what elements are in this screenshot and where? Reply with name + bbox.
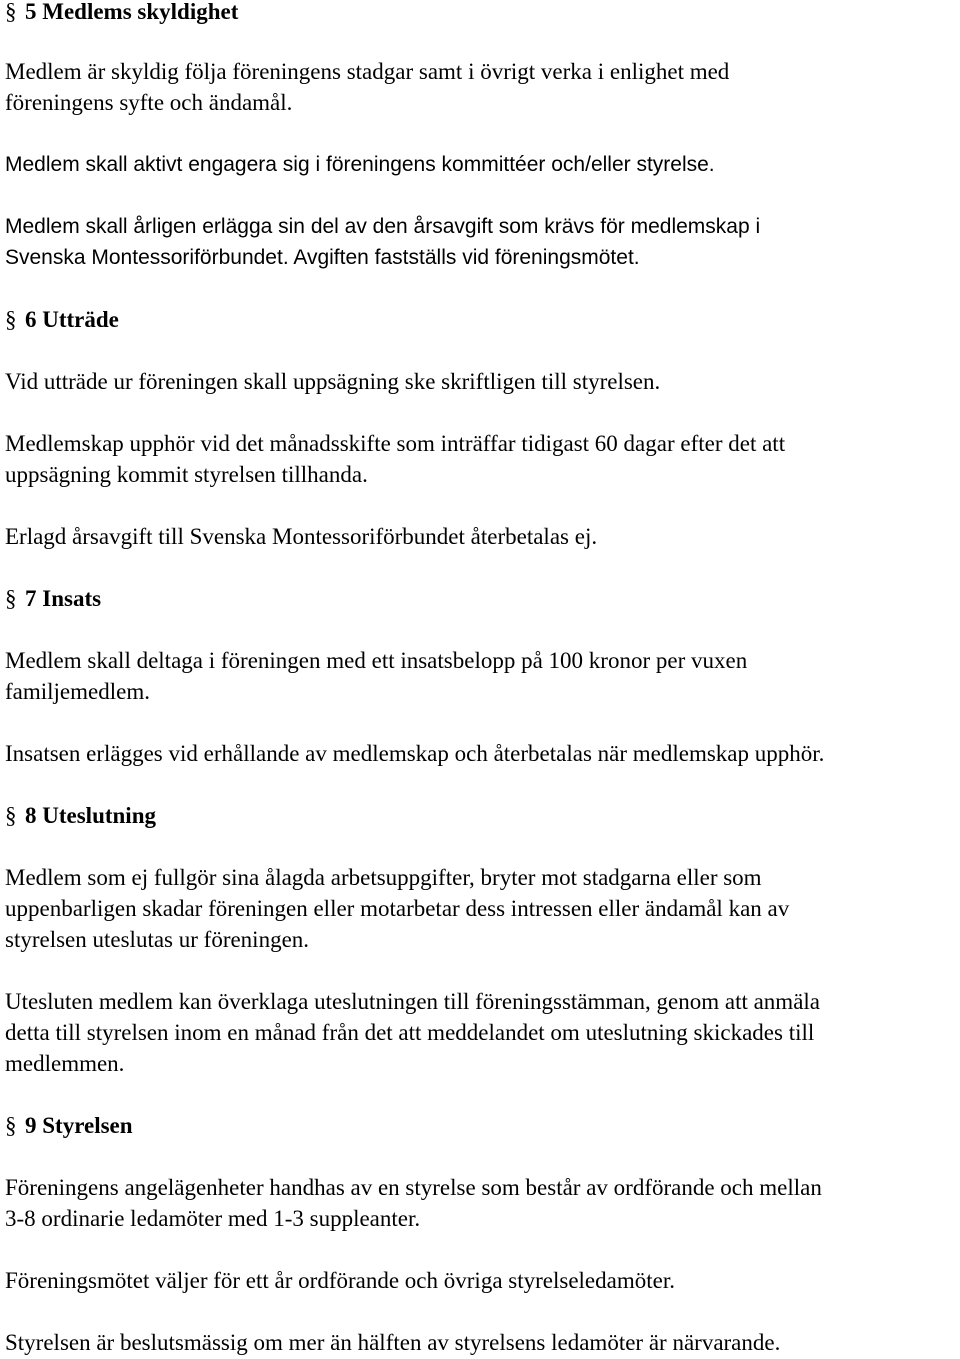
paragraph-line: Erlagd årsavgift till Svenska Montessoriförbundet återbetalas ej. xyxy=(5,524,598,549)
paragraph-line: Medlem skall årligen erlägga sin del av den årsavgift som krävs för medlemskap i xyxy=(5,215,761,238)
section-title: 7 Insats xyxy=(25,586,102,611)
paragraph-line: familjemedlem. xyxy=(5,679,150,704)
paragraph-line: uppsägning kommit styrelsen tillhanda. xyxy=(5,462,368,487)
paragraph-line: Medlem är skyldig följa föreningens stadgar samt i övrigt verka i enlighet med xyxy=(5,59,730,84)
paragraph-line: Vid utträde ur föreningen skall uppsägning ske skriftligen till styrelsen. xyxy=(5,369,661,394)
paragraph-line: uppenbarligen skadar föreningen eller motarbetar dess intressen eller ändamål kan av xyxy=(5,896,790,921)
paragraph-sign: § xyxy=(5,1113,17,1138)
section-title: 5 Medlems skyldighet xyxy=(25,0,239,24)
paragraph-line: medlemmen. xyxy=(5,1051,125,1076)
paragraph-line: styrelsen uteslutas ur föreningen. xyxy=(5,927,310,952)
paragraph-line: Utesluten medlem kan överklaga uteslutningen till föreningsstämman, genom att anmäla xyxy=(5,989,821,1014)
section-title: 6 Utträde xyxy=(25,307,119,332)
paragraph-line: Insatsen erlägges vid erhållande av medlemskap och återbetalas när medlemskap upphör. xyxy=(5,741,825,766)
paragraph-line: Medlem skall deltaga i föreningen med ett insatsbelopp på 100 kronor per vuxen xyxy=(5,648,748,673)
paragraph-sign: § xyxy=(5,307,17,332)
paragraph-sign: § xyxy=(5,586,17,611)
paragraph-line: Medlem skall aktivt engagera sig i föreningens kommittéer och/eller styrelse. xyxy=(5,153,715,176)
section-title: 8 Uteslutning xyxy=(25,803,156,828)
paragraph-line: Föreningens angelägenheter handhas av en styrelse som består av ordförande och mellan xyxy=(5,1175,822,1200)
paragraph-line: 3-8 ordinarie ledamöter med 1-3 suppleanter. xyxy=(5,1206,421,1231)
paragraph-sign: § xyxy=(5,0,17,24)
paragraph-line: Medlemskap upphör vid det månadsskifte som inträffar tidigast 60 dagar efter det att xyxy=(5,431,786,456)
paragraph-line: Medlem som ej fullgör sina ålagda arbetsuppgifter, bryter mot stadgarna eller som xyxy=(5,865,762,890)
paragraph-line: Svenska Montessoriförbundet. Avgiften fastställs vid föreningsmötet. xyxy=(5,246,640,269)
paragraph-sign: § xyxy=(5,803,17,828)
paragraph-line: föreningens syfte och ändamål. xyxy=(5,90,293,115)
paragraph-line: detta till styrelsen inom en månad från det att meddelandet om uteslutning skickades till xyxy=(5,1020,815,1045)
section-title: 9 Styrelsen xyxy=(25,1113,133,1138)
paragraph-line: Föreningsmötet väljer för ett år ordförande och övriga styrelseledamöter. xyxy=(5,1268,675,1293)
paragraph-line: Styrelsen är beslutsmässig om mer än hälften av styrelsens ledamöter är närvarande. xyxy=(5,1330,781,1355)
